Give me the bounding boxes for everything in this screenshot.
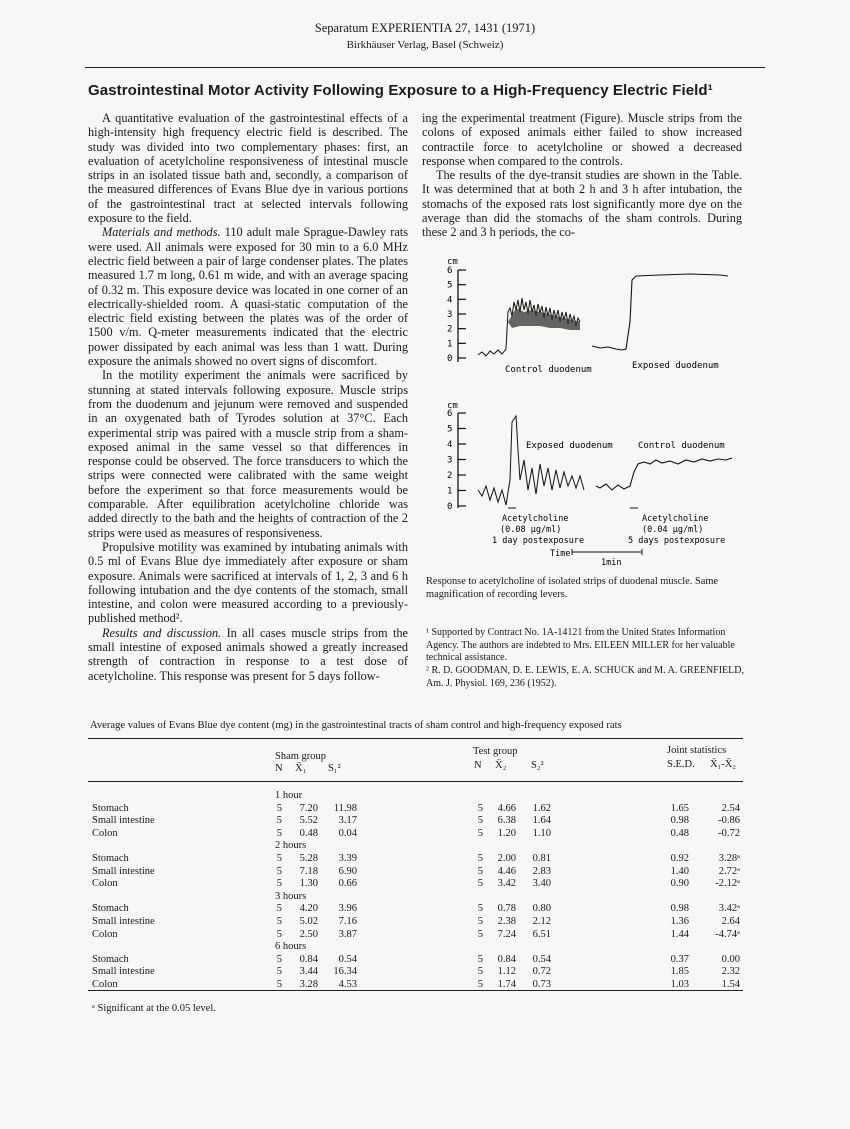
section-heading-methods: Materials and methods. [102,225,221,240]
paragraph-propulsive: Propulsive motility was examined by intubating animals with 0.5 ml of Evans Blue dye immediately after exposure or sham exposure. Animals were sacrificed at intervals of 1, 2, 3 and 6 h following intubation and the dye contents of the stomach, small intestine, and colon were measured according to a previously-published method². [88,539,408,626]
cell-n2: 5 [477,903,483,915]
cell-x2: 4.46 [497,865,516,877]
cell-sed: 1.65 [670,802,689,814]
cell-sed: 0.48 [670,827,689,839]
cell-sed: 0.98 [670,903,689,915]
cell-s1: 7.16 [338,916,357,927]
bottom-tick-label-5: 5 [447,424,453,435]
cell-diff: 2.32 [721,966,740,978]
cell-x2: 3.42 [497,878,516,890]
annot-left-3: 1 day postexposure [492,536,585,546]
publisher-line: Birkhäuser Verlag, Basel (Schweiz) [346,39,504,51]
bottom-tick-label-6: 6 [447,409,453,419]
bottom-tick-label-0: 0 [447,502,453,512]
row-organ: Colon [92,928,118,940]
row-organ: Small intestine [92,865,155,877]
cell-n1: 5 [276,802,282,814]
cell-sed: 1.44 [670,928,689,940]
subheader-test-n: N [474,760,482,771]
paragraph-results-text: In all cases muscle strips from the small intestine of exposed animals showed a greatly increased strength of contraction in response to a test dose of acetylcholine. This response was present for 5 days follow- [88,625,408,683]
cell-n2: 5 [477,878,483,890]
cell-s1: 11.98 [333,802,357,814]
bottom-tick-label-2: 2 [447,471,453,481]
cell-s2: 0.81 [532,853,551,864]
top-tick-label-4: 4 [447,295,453,306]
cell-x1: 1.30 [299,878,318,890]
cell-x1: 5.02 [299,916,318,927]
subheader-sed: S.E.D. [667,759,695,770]
cell-n2: 5 [477,815,483,827]
cell-s1: 3.87 [338,928,357,940]
cell-x1: 3.44 [299,966,318,978]
cell-sed: 1.85 [670,966,689,978]
row-organ: Small intestine [92,966,155,978]
top-tick-label-2: 2 [447,324,453,335]
cell-x2: 7.24 [497,928,516,940]
time-scale-bar [572,549,642,555]
footnotes [426,627,748,691]
annot-left-2: (0.08 µg/ml) [500,525,562,535]
cell-n1: 5 [276,865,282,877]
cell-n1: 5 [276,928,282,940]
row-organ: Stomach [92,853,129,864]
table-top-rule [88,738,743,739]
footnote-1: ¹ Supported by Contract No. 1A-14121 from the United States Information Agency. The authors are indebted to Mrs. EILEEN MILLER for her valuable technical assistance. [426,627,735,664]
cell-sed: 0.90 [670,878,689,890]
cell-x2: 2.38 [497,916,516,927]
cell-diff: 0.00 [721,953,740,965]
cell-s1: 6.90 [338,865,357,877]
row-organ: Colon [92,979,118,990]
cell-x1: 5.28 [299,853,318,864]
cell-x1: 7.20 [299,802,318,814]
cell-s2: 0.72 [532,966,551,978]
row-organ: Small intestine [92,815,155,827]
cell-x1: 7.18 [299,865,318,877]
right-column [422,111,742,240]
bottom-label-left: Exposed duodenum [526,441,613,451]
cell-diff: 1.54 [721,979,740,990]
cell-x2: 0.78 [497,903,516,915]
subheader-sham-n: N [275,763,283,774]
cell-n1: 5 [276,966,282,978]
cell-s2: 1.62 [532,802,551,814]
cell-n1: 5 [276,953,282,965]
section-heading-results: Results and discussion. [102,625,222,640]
cell-n1: 5 [276,903,282,915]
subheader-sham-mean: X̄₁ [295,763,307,774]
cell-s2: 3.40 [532,878,551,890]
cell-s2: 0.80 [532,903,551,915]
header-test-group: Test group [473,746,518,757]
row-organ: Small intestine [92,916,155,927]
cell-n2: 5 [477,966,483,978]
cell-diff: -0.86 [718,815,740,827]
bottom-label-right: Control duodenum [638,441,725,451]
cell-x1: 5.52 [299,815,318,827]
cell-n2: 5 [477,802,483,814]
row-organ: Stomach [92,903,129,915]
top-tick-label-6: 6 [447,266,453,276]
cell-s2: 2.83 [532,865,551,877]
paragraph-results-cont: ing the experimental treatment (Figure). Muscle strips from the colons of exposed animals either failed to show increased contractile force to acetylcholine or showed a decreased response when compared to the controls. [422,111,742,168]
paragraph-intro: A quantitative evaluation of the gastrointestinal effects of a high-intensity high frequency electric field is described. The study was divided into two complementary phases: first, an evaluation of acetylcholine responsiveness of intestinal muscle strips in an isolated tissue bath and, secondly, a comparison of the measured differences of Evans Blue dye in various portions of the gastrointestinal tract at selected intervals following exposure to the field. [88,111,408,226]
cell-n2: 5 [477,827,483,839]
time-scale-label: 1min [601,558,622,568]
table-title: Average values of Evans Blue dye content (mg) in the gastrointestinal tracts of sham control and high-frequency exposed rats [90,720,622,731]
paragraph-methods [88,225,408,368]
cell-x2: 6.38 [497,815,516,827]
row-organ: Colon [92,878,118,890]
table-bottom-rule [88,990,743,991]
cell-x2: 2.00 [497,853,516,864]
paragraph-motility: In the motility experiment the animals were sacrificed by stunning at stated intervals following exposure. Muscle strips from the duodenum and jejunum were removed and suspended in an oxygenated bath of Tyrodes solution at 37°C. Each experimental strip was paired with a muscle strip from a sham-exposed animal in the same vessel so that differences in response could be observed. The force transducers to which the strips were connected were calibrated with the same weight before the experiment so that force measurements would be comparable. After equilibration acetylcholine chloride was added directly to the bath and the heights of contraction of the 2 strips were used as measures of responsiveness. [88,368,408,540]
cell-n2: 5 [477,953,483,965]
paragraph-results [88,626,408,683]
annot-right-1: Acetylcholine [642,514,709,524]
header-sham-group: Sham group [275,751,327,762]
cell-sed: 1.36 [670,916,689,927]
cell-n1: 5 [276,815,282,827]
cell-n1: 5 [276,878,282,890]
top-tick-label-0: 0 [447,354,453,364]
cell-n1: 5 [276,853,282,864]
cell-s2: 6.51 [532,928,551,940]
cell-x2: 4.66 [497,802,516,814]
top-unit-label: cm [447,257,458,267]
cell-diff: 2.54 [721,802,740,814]
cell-s2: 1.64 [532,815,551,827]
bottom-tick-label-4: 4 [447,440,453,450]
group-label: 6 hours [275,941,307,953]
trace-exposed-duodenum-bottom [478,416,584,505]
cell-diff: 3.42ᵃ [718,903,740,915]
cell-s2: 2.12 [532,916,551,927]
cell-diff: -0.72 [718,827,740,839]
trace-control-duodenum-bottom [596,458,732,490]
cell-s1: 0.04 [338,827,357,839]
cell-x2: 1.74 [497,979,516,990]
subheader-test-mean: X̄₂ [495,760,507,771]
paragraph-dye-transit: The results of the dye-transit studies are shown in the Table. It was determined that at both 2 h and 3 h after intubation, the stomachs of the exposed rats lost significantly more dye on the average than did the stomachs of the sham controls. During these 2 and 3 h periods, the co- [422,168,742,240]
left-column [88,111,408,683]
cell-n2: 5 [477,979,483,990]
subheader-diff: X̄₁-X̄₂ [710,759,736,770]
header-joint-statistics: Joint statistics [667,745,727,756]
group-label: 2 hours [275,840,307,852]
footnote-2: ² R. D. GOODMAN, D. E. LEWIS, E. A. SCHUCK and M. A. GREENFIELD, Am. J. Physiol. 169, 236 (1952). [426,665,744,689]
top-tick-label-1: 1 [447,339,453,350]
group-label: 1 hour [275,790,303,801]
cell-diff: -4.74ᵃ [715,928,740,940]
cell-sed: 1.03 [670,979,689,990]
cell-n1: 5 [276,916,282,927]
trace-exposed-duodenum-top [592,274,728,350]
cell-s1: 3.17 [338,815,357,827]
annot-left-1: Acetylcholine [502,514,569,524]
cell-sed: 0.37 [670,953,689,965]
cell-x2: 1.20 [497,827,516,839]
cell-n1: 5 [276,827,282,839]
cell-x2: 1.12 [497,966,516,978]
top-label-right: Exposed duodenum [632,361,719,371]
cell-s1: 3.39 [338,853,357,864]
bottom-tick-label-1: 1 [447,486,453,497]
cell-n2: 5 [477,865,483,877]
annot-right-3: 5 days postexposure [628,536,726,546]
row-organ: Colon [92,827,118,839]
table-header-rule [88,781,743,782]
cell-s1: 0.66 [338,878,357,890]
cell-x1: 0.48 [299,827,318,839]
table-footnote: ᵃ Significant at the 0.05 level. [92,1003,216,1014]
subheader-test-var: S₂² [531,760,544,771]
cell-x1: 0.84 [299,953,318,965]
cell-diff: 2.64 [721,916,740,927]
cell-sed: 0.92 [670,853,689,864]
cell-n2: 5 [477,853,483,864]
top-tick-label-5: 5 [447,280,453,291]
paragraph-methods-text: 110 adult male Sprague-Dawley rats were used. All animals were exposed for 30 min to a 6.0 MHz electric field between a pair of large condenser plates. The plates measured 1.7 m long, 0.61 m wide, and with an average spacing of 0.32 m. This exposure device was located in one corner of an electrically-shielded room. A quasi-static computation of the electric field existing between the plates was of the order of 1500 v/m. Q-meter measurements indicated that the electric power dissipated by each animal was less than 1 watt. During exposure the animals showed no overt signs of discomfort. [88,225,408,369]
cell-x1: 4.20 [299,903,318,915]
cell-s1: 16.34 [333,966,357,978]
cell-n2: 5 [477,928,483,940]
top-axis-ticks [447,266,466,364]
row-organ: Stomach [92,802,129,814]
row-organ: Stomach [92,953,129,965]
journal-citation: Separatum EXPERIENTIA 27, 1431 (1971) [314,21,536,35]
top-tick-label-3: 3 [447,310,453,320]
cell-n1: 5 [276,979,282,990]
top-label-left: Control duodenum [505,365,592,375]
group-label: 3 hours [275,890,307,902]
time-label: Time [550,549,571,559]
cell-s1: 4.53 [338,979,357,990]
figure-caption: Response to acetylcholine of isolated strips of duodenal muscle. Same magnification of recording levers. [426,576,719,600]
cell-diff: 3.28ᵃ [718,853,740,864]
cell-diff: -2.12ᵃ [715,878,740,890]
cell-s2: 1.10 [532,827,551,839]
article-title: Gastrointestinal Motor Activity Following Exposure to a High-Frequency Electric Field¹ [88,82,713,99]
cell-s1: 0.54 [338,953,357,965]
bottom-unit-label: cm [447,401,458,411]
figure-recordings [420,250,750,580]
header-rule [85,67,765,68]
cell-x1: 3.28 [299,979,318,990]
cell-diff: 2.72ᵃ [718,865,740,877]
cell-s2: 0.73 [532,979,551,990]
bottom-axis-ticks [447,409,466,512]
annot-right-2: (0.04 µg/ml) [642,525,704,535]
cell-sed: 0.98 [670,815,689,827]
cell-x1: 2.50 [299,928,318,940]
cell-x2: 0.84 [497,953,516,965]
cell-sed: 1.40 [670,865,689,877]
subheader-sham-var: S₁² [328,763,341,774]
bottom-tick-label-3: 3 [447,455,453,466]
cell-s2: 0.54 [532,953,551,965]
cell-s1: 3.96 [338,903,357,915]
cell-n2: 5 [477,916,483,927]
